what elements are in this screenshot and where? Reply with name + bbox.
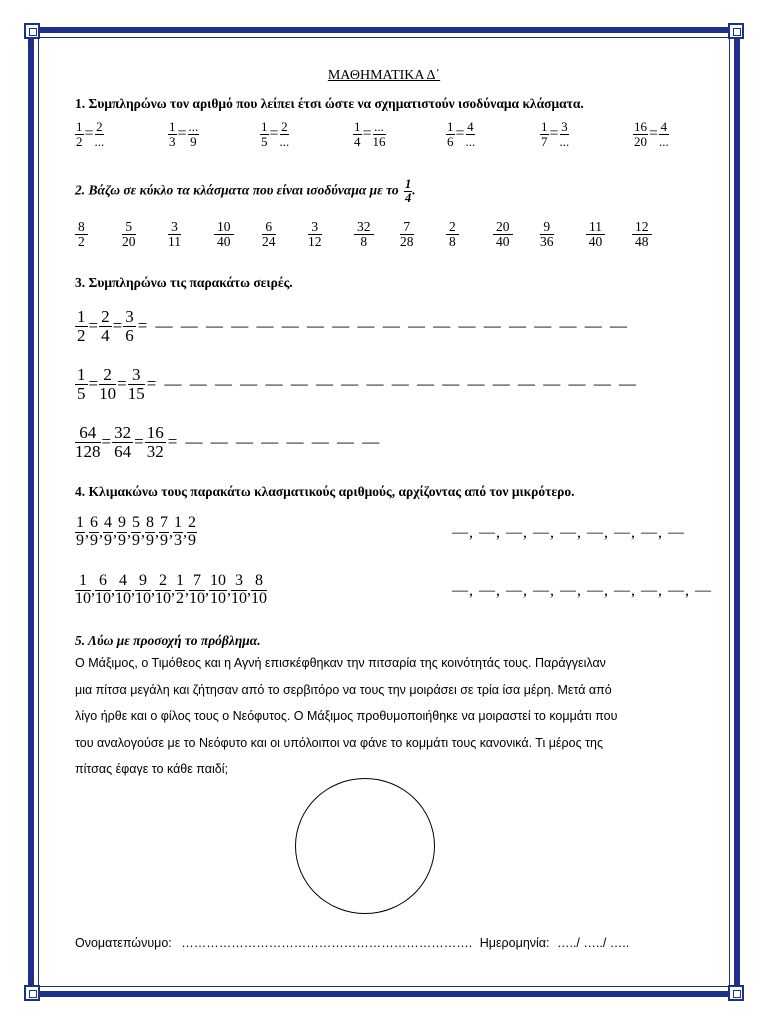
denominator: 9 (190, 133, 197, 149)
ex2-fraction-item[interactable] (214, 220, 234, 249)
numerator: 1 (176, 572, 184, 589)
numerator: 8 (146, 514, 154, 531)
numerator: 5 (122, 220, 136, 235)
numerator: 2 (188, 514, 196, 531)
page-title: ΜΑΘΗΜΑΤΙΚΑ Δ΄ (327, 68, 441, 83)
missing-fraction[interactable] (659, 120, 669, 148)
corner-ornament-bl (24, 985, 40, 1001)
ex3-series-1 (75, 308, 629, 345)
denominator: 9 (160, 531, 168, 549)
fraction (173, 515, 183, 550)
denominator: 9 (104, 531, 112, 549)
fraction (117, 515, 127, 550)
comma: , (183, 523, 187, 541)
fraction (122, 220, 136, 249)
missing-fraction[interactable] (373, 120, 386, 148)
equals-sign: = (88, 316, 99, 336)
ex3-heading: 3. Συμπληρώνω τις παρακάτω σειρές. (75, 275, 293, 290)
equals-sign: = (101, 432, 112, 452)
denominator: 9 (132, 531, 140, 549)
fraction (446, 220, 459, 249)
fraction (209, 573, 227, 608)
fraction (262, 220, 276, 249)
numerator: 2 (96, 119, 103, 134)
numerator: 1 (541, 119, 548, 134)
numerator: 9 (540, 220, 554, 235)
denominator: 5 (77, 383, 86, 403)
comma: , (171, 581, 175, 599)
fraction (75, 220, 88, 249)
ex1-equation (260, 120, 289, 148)
fraction (400, 220, 414, 249)
comma: , (155, 523, 159, 541)
fraction (159, 515, 169, 550)
numerator: 5 (132, 514, 140, 531)
fraction (168, 220, 181, 249)
numerator: 6 (262, 220, 276, 235)
fraction (145, 515, 155, 550)
denominator: 4 (101, 325, 110, 345)
ex5-problem-text (75, 650, 695, 783)
denominator: 10 (155, 589, 171, 607)
numerator: 10 (210, 572, 226, 589)
comma: , (169, 523, 173, 541)
ex1-heading: 1. Συμπληρώνω τον αριθμό που λείπει έτσι ώστε να σχηματιστούν ισοδύναμα κλάσματα. (75, 96, 584, 111)
ex2-heading-fraction: $\frac{1}{4}$ (405, 177, 412, 206)
comma: , (85, 523, 89, 541)
numerator: 16 (634, 119, 647, 134)
fraction (189, 573, 205, 608)
numerator: 1 (77, 365, 86, 384)
ex1-fraction-row (0, 120, 768, 160)
equals-sign: = (649, 125, 659, 143)
denominator: 9 (146, 531, 154, 549)
numerator: 3 (231, 573, 247, 591)
ex2-heading-text: 2. Βάζω σε κύκλο τα κλάσματα που είναι ισοδύναμα με το (75, 182, 399, 198)
denominator: 9 (188, 531, 196, 549)
denominator: 15 (127, 383, 145, 403)
denominator: ... (559, 133, 570, 149)
ex2-fraction-item[interactable] (446, 220, 459, 249)
given-fraction (353, 120, 362, 148)
ex1-equation (540, 120, 569, 148)
ex2-heading: 2. Βάζω σε κύκλο τα κλάσματα που είναι ισοδύναμα με το $\frac{1}{4}$ . (75, 177, 416, 206)
denominator: ... (659, 133, 669, 149)
denominator: 32 (146, 441, 164, 461)
given-fraction (260, 120, 269, 148)
denominator: 2 (77, 325, 86, 345)
fraction (89, 515, 99, 550)
ex1-equation (446, 120, 475, 148)
ex5-line: λίγο ήρθε και ο φίλος τους ο Νεόφυτος. Ο Μάξιμος προθυμοποιήθηκε να μοιραστεί το κομμάτι που (75, 709, 618, 723)
fraction (251, 573, 267, 608)
equals-sign: = (177, 125, 187, 143)
numerator: 4 (104, 514, 112, 531)
denominator: 8 (360, 234, 368, 250)
denominator: 8 (449, 234, 456, 250)
fraction (632, 220, 652, 249)
numerator: 10 (214, 220, 234, 235)
numerator: 7 (189, 573, 205, 591)
fraction (95, 573, 111, 608)
fraction (540, 220, 554, 249)
fraction (75, 515, 85, 550)
ex1-equation (75, 120, 104, 148)
ex2-fraction-item[interactable] (354, 220, 374, 249)
ex2-fraction-item[interactable] (540, 220, 554, 249)
ex2-fraction-item[interactable] (632, 220, 652, 249)
name-field[interactable]: ……………………………………………………………. (181, 936, 473, 950)
ex1-equation (168, 120, 199, 148)
numerator: 1 (354, 119, 361, 134)
equals-sign: = (549, 125, 559, 143)
equals-sign: = (269, 125, 279, 143)
comma: , (141, 523, 145, 541)
corner-ornament-br (728, 985, 744, 1001)
fraction (214, 220, 234, 249)
numerator: 7 (400, 220, 414, 235)
denominator: 128 (75, 441, 101, 461)
given-fraction (540, 120, 549, 148)
denominator: 10 (210, 589, 226, 607)
equals-sign: = (117, 374, 127, 394)
numerator: 1 (75, 573, 91, 591)
numerator: ... (188, 119, 199, 134)
ex2-fraction-item[interactable] (586, 220, 605, 249)
fraction (187, 515, 197, 550)
ex2-fraction-item[interactable] (75, 220, 88, 249)
denominator: 28 (400, 234, 414, 250)
missing-fraction[interactable] (188, 120, 200, 148)
fraction (115, 573, 131, 608)
comma: , (127, 523, 131, 541)
fraction (493, 220, 513, 249)
denominator: 11 (168, 234, 181, 250)
numerator: 2 (155, 573, 171, 591)
numerator: 6 (90, 514, 98, 531)
fraction (75, 366, 88, 403)
fraction (145, 424, 166, 461)
ex4-row-1-blanks[interactable]: —, —, —, —, —, —, —, —, — (452, 524, 685, 541)
numerator: 1 (174, 514, 182, 531)
footer (75, 936, 629, 950)
numerator: 12 (632, 220, 652, 235)
corner-ornament-tl (24, 23, 40, 39)
comma: , (151, 581, 155, 599)
ex4-row-1 (75, 515, 197, 550)
denominator: 10 (99, 383, 117, 403)
ex1-equation (353, 120, 386, 148)
denominator: ... (94, 133, 105, 149)
denominator: 20 (122, 234, 136, 250)
numerator: 8 (251, 573, 267, 591)
fraction (135, 573, 151, 608)
numerator: 3 (561, 119, 568, 134)
numerator: 1 (261, 119, 268, 134)
denominator: 5 (261, 133, 268, 149)
ex3-series-2 (75, 366, 638, 403)
denominator: 40 (496, 234, 510, 250)
denominator: ... (465, 133, 476, 149)
denominator: 9 (118, 531, 126, 549)
denominator: 2 (76, 133, 83, 149)
numerator: 6 (95, 573, 111, 591)
series-blanks[interactable]: = — — — — — — — — — — — — — — — — — — — (137, 316, 630, 336)
fraction (99, 308, 112, 345)
equals-sign: = (362, 125, 372, 143)
numerator: ... (374, 119, 384, 134)
numerator: 8 (75, 220, 88, 235)
ex1-equation (633, 120, 669, 148)
series-blanks[interactable]: = — — — — — — — — — — — — — — — — — — — (146, 374, 639, 394)
numerator: 32 (114, 423, 132, 442)
numerator: 3 (308, 220, 322, 235)
comma: , (91, 581, 95, 599)
fraction (75, 308, 88, 345)
denominator: 2 (78, 234, 85, 250)
denominator: ... (279, 133, 290, 149)
denominator: 10 (231, 589, 247, 607)
denominator: 9 (76, 531, 84, 549)
denominator: 40 (588, 234, 603, 250)
comma: , (205, 581, 209, 599)
ex2-fraction-item[interactable] (262, 220, 276, 249)
comma: , (247, 581, 251, 599)
missing-fraction[interactable] (466, 120, 476, 148)
denominator: 10 (189, 589, 205, 607)
equals-sign: = (112, 316, 123, 336)
ex5-line: Ο Μάξιμος, ο Τιμόθεος και η Αγνή επισκέφθηκαν την πιτσαρία της κοινότητάς τους. Παράγγειλαν (75, 656, 606, 670)
denominator: 9 (90, 531, 98, 549)
fraction (155, 573, 171, 608)
fraction (75, 424, 101, 461)
name-label: Ονοματεπώνυμο: (75, 936, 172, 950)
ex5-line: πίτσας έφαγε το κάθε παιδί; (75, 762, 228, 776)
numerator: 7 (160, 514, 168, 531)
ex3-series-3 (75, 424, 381, 461)
numerator: 2 (281, 119, 288, 134)
ex2-fraction-item[interactable] (168, 220, 181, 249)
denominator: 3 (169, 133, 176, 149)
numerator: 16 (146, 423, 164, 442)
ex4-row-2 (75, 573, 267, 608)
numerator: 1 (76, 119, 83, 134)
numerator: 4 (115, 573, 131, 591)
comma: , (99, 523, 103, 541)
denominator: 6 (125, 325, 134, 345)
numerator: 2 (446, 220, 459, 235)
denominator: 24 (262, 234, 276, 250)
ex2-fraction-item[interactable] (493, 220, 513, 249)
denominator: 16 (372, 133, 386, 149)
denominator: 10 (251, 589, 267, 607)
denominator: 40 (217, 234, 231, 250)
numerator: 4 (660, 119, 668, 134)
ex4-heading: 4. Κλιμακώνω τους παρακάτω κλασματικούς αριθμούς, αρχίζοντας από τον μικρότερο. (75, 484, 575, 499)
comma: , (111, 581, 115, 599)
numerator: 64 (75, 424, 101, 443)
numerator: 3 (125, 307, 134, 326)
denominator: 10 (115, 589, 131, 607)
comma: , (227, 581, 231, 599)
denominator: 20 (634, 133, 647, 149)
numerator: 3 (168, 220, 181, 235)
missing-fraction[interactable] (95, 120, 105, 148)
denominator: 2 (176, 589, 184, 607)
denominator: 12 (308, 234, 322, 250)
numerator: 1 (77, 307, 86, 326)
numerator: 4 (467, 119, 474, 134)
fraction (354, 220, 374, 249)
denominator: 10 (75, 589, 91, 607)
fraction (112, 424, 133, 461)
equals-sign: = (88, 374, 99, 394)
fraction (586, 220, 605, 249)
ex4-row-2-blanks[interactable]: —, —, —, —, —, —, —, —, —, — (452, 582, 712, 599)
corner-ornament-tr (728, 23, 744, 39)
fraction (75, 573, 91, 608)
denominator: 48 (635, 234, 649, 250)
denominator: 3 (174, 531, 182, 549)
ex5-line: μια πίτσα μεγάλη και ζήτησαν από το σερβιτόρο να τους την μοιράσει σε τρία ίσα μέρη. Μετά από (75, 682, 612, 697)
comma: , (131, 581, 135, 599)
fraction (308, 220, 322, 249)
given-fraction (446, 120, 455, 148)
fraction (128, 366, 145, 403)
missing-fraction[interactable] (280, 120, 290, 148)
denominator: 10 (135, 589, 151, 607)
numerator: 1 (447, 119, 454, 134)
ex5-heading: 5. Λύω με προσοχή το πρόβλημα. (75, 633, 261, 648)
numerator: 2 (99, 366, 116, 385)
given-fraction (633, 120, 648, 148)
denominator: 4 (354, 133, 361, 149)
numerator: 1 (76, 514, 84, 531)
fraction (99, 366, 116, 403)
ex2-fraction-item[interactable] (308, 220, 322, 249)
numerator: 3 (128, 366, 145, 385)
fraction (103, 515, 113, 550)
comma: , (113, 523, 117, 541)
fraction (231, 573, 247, 608)
date-field[interactable]: …../ …../ ….. (556, 936, 630, 950)
date-label: Ημερομηνία: (479, 936, 550, 950)
fraction (175, 573, 185, 608)
ex2-fraction-item[interactable] (400, 220, 414, 249)
equals-sign: = (134, 432, 144, 452)
ex5-line: του αναλογούσε με το Νεόφυτο και οι υπόλοιποι να φάνε το κομμάτι τους κανονικά. Τι μέρος της (75, 735, 603, 750)
denominator: 6 (447, 133, 454, 149)
numerator: 11 (586, 220, 605, 235)
numerator: 20 (493, 220, 513, 235)
comma: , (185, 581, 189, 599)
series-blanks[interactable]: = — — — — — — — — (167, 432, 382, 452)
given-fraction (168, 120, 177, 148)
missing-fraction[interactable] (560, 120, 570, 148)
numerator: 9 (118, 514, 126, 531)
equals-sign: = (84, 125, 94, 143)
numerator: 1 (169, 119, 176, 134)
numerator: 2 (101, 307, 110, 326)
denominator: 64 (114, 441, 132, 461)
fraction (123, 308, 136, 345)
given-fraction (75, 120, 84, 148)
ex2-fraction-item[interactable] (122, 220, 136, 249)
numerator: 32 (354, 220, 374, 235)
denominator: 10 (95, 589, 111, 607)
denominator: 36 (540, 234, 554, 250)
fraction (131, 515, 141, 550)
numerator: 9 (135, 573, 151, 591)
denominator: 7 (541, 133, 548, 149)
equals-sign: = (455, 125, 465, 143)
pizza-circle-drawing-area[interactable] (295, 778, 435, 914)
ex2-fraction-row (0, 220, 768, 260)
